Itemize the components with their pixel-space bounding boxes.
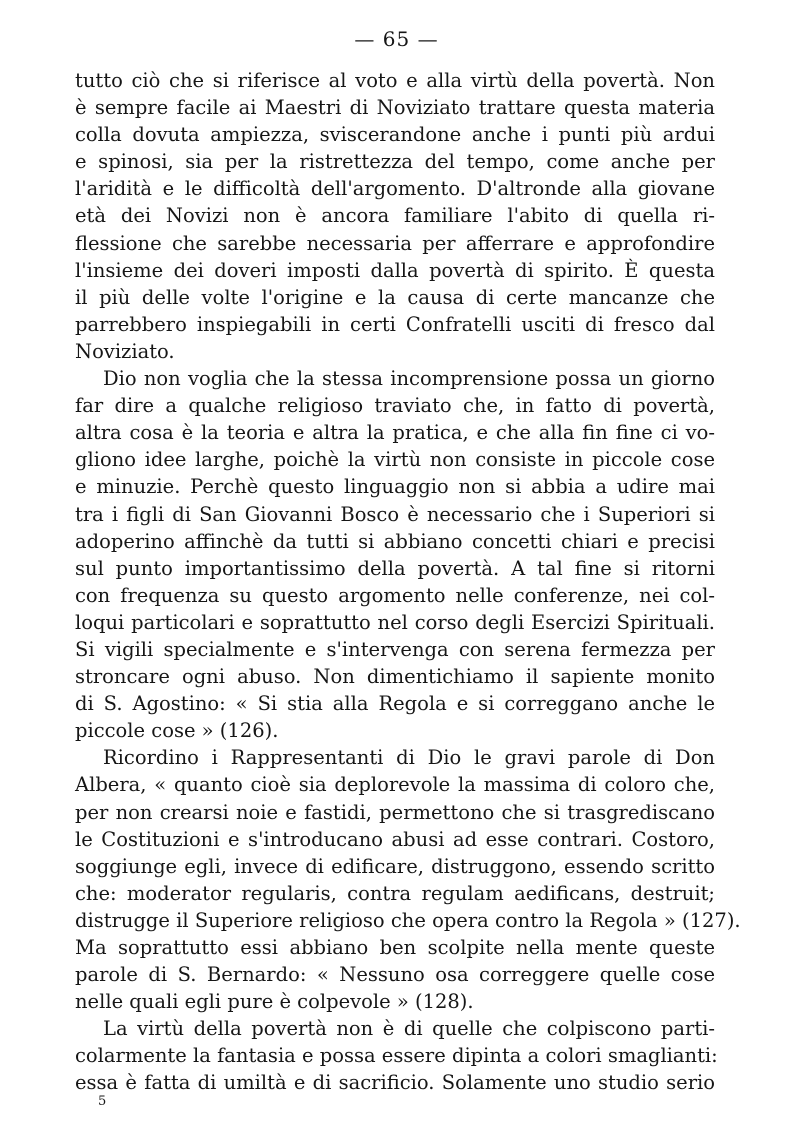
text-line: che: moderator regularis, contra regulam aedificans, destruit; bbox=[75, 881, 715, 905]
text-line: le Costituzioni e s'introducano abusi ad esse contrari. Costoro, bbox=[75, 827, 715, 851]
text-line: Ricordino i Rappresentanti di Dio le gravi parole di Don bbox=[103, 746, 715, 770]
text-line: Albera, « quanto cioè sia deplorevole la massima di coloro che, bbox=[75, 773, 715, 797]
text-line: di S. Agostino: « Si stia alla Regola e si correggano anche le bbox=[75, 692, 715, 716]
text-line: loqui particolari e soprattutto nel corso degli Esercizi Spirituali. bbox=[75, 610, 715, 634]
text-line: stroncare ogni abuso. Non dimentichiamo il sapiente monito bbox=[75, 665, 715, 689]
text-line: adoperino affinchè da tutti si abbiano concetti chiari e precisi bbox=[75, 529, 715, 553]
text-line: per non crearsi noie e fastidi, permettono che si trasgrediscano bbox=[75, 800, 715, 824]
text-line: nelle quali egli pure è colpevole » (128). bbox=[75, 990, 474, 1014]
paragraph bbox=[75, 365, 715, 744]
text-line: Ma soprattutto essi abbiano ben scolpite nella mente queste bbox=[75, 936, 715, 959]
text-line: e minuzie. Perchè questo linguaggio non si abbia a udire mai bbox=[75, 475, 715, 499]
text-line: sul punto importantissimo della povertà. A tal fine si ritorni bbox=[75, 556, 715, 580]
text-line: flessione che sarebbe necessaria per afferrare e approfondire bbox=[75, 231, 715, 255]
text-line: e spinosi, sia per la ristrettezza del tempo, come anche per bbox=[75, 150, 715, 174]
text-line: essa è fatta di umiltà e di sacrificio. Solamente uno studio serio bbox=[75, 1071, 715, 1095]
paragraph bbox=[75, 744, 741, 1015]
text-line: far dire a qualche religioso traviato che, in fatto di povertà, bbox=[75, 394, 715, 418]
text-line: gliono idee larghe, poichè la virtù non consiste in piccole cose bbox=[75, 448, 715, 472]
text-line: l'aridità e le difficoltà dell'argomento. D'altronde alla giovane bbox=[75, 177, 715, 201]
text-line: con frequenza su questo argomento nelle conferenze, nei col- bbox=[75, 583, 715, 607]
text-line: La virtù della povertà non è di quelle che colpiscono parti- bbox=[103, 1017, 715, 1041]
text-line: soggiunge egli, invece di edificare, distruggono, essendo scritto bbox=[75, 854, 715, 878]
text-line: è sempre facile ai Maestri di Noviziato trattare questa materia bbox=[75, 96, 715, 120]
text-line: Si vigili specialmente e s'intervenga con serena fermezza per bbox=[75, 637, 715, 661]
paragraph bbox=[75, 67, 715, 365]
page-number: — 65 — bbox=[354, 27, 439, 51]
text-line: tutto ciò che si riferisce al voto e alla virtù della povertà. Non bbox=[75, 69, 715, 92]
text-line: età dei Novizi non è ancora familiare l'abito di quella ri- bbox=[75, 204, 715, 228]
text-line: parole di S. Bernardo: « Nessuno osa correggere quelle cose bbox=[75, 963, 715, 987]
text-line: l'insieme dei doveri imposti dalla povertà di spirito. È questa bbox=[75, 258, 715, 282]
text-line: Noviziato. bbox=[75, 339, 175, 363]
signature-mark: 5 bbox=[98, 1094, 107, 1109]
text-line: distrugge il Superiore religioso che opera contro la Regola » (127). bbox=[75, 908, 741, 932]
text-line: altra cosa è la teoria e altra la pratica, e che alla fin fine ci vo- bbox=[75, 421, 715, 445]
body-text bbox=[75, 67, 741, 1097]
text-line: tra i figli di San Giovanni Bosco è necessario che i Superiori si bbox=[75, 502, 715, 526]
text-line: il più delle volte l'origine e la causa di certe mancanze che bbox=[75, 285, 715, 309]
text-line: colarmente la fantasia e possa essere dipinta a colori smaglianti: bbox=[75, 1044, 718, 1068]
text-line: colla dovuta ampiezza, sviscerandone anche i punti più ardui bbox=[75, 123, 715, 147]
paragraph bbox=[75, 1015, 718, 1096]
text-line: parrebbero inspiegabili in certi Confratelli usciti di fresco dal bbox=[75, 312, 715, 336]
text-line: piccole cose » (126). bbox=[75, 719, 279, 743]
text-line: Dio non voglia che la stessa incomprensione possa un giorno bbox=[103, 367, 715, 391]
